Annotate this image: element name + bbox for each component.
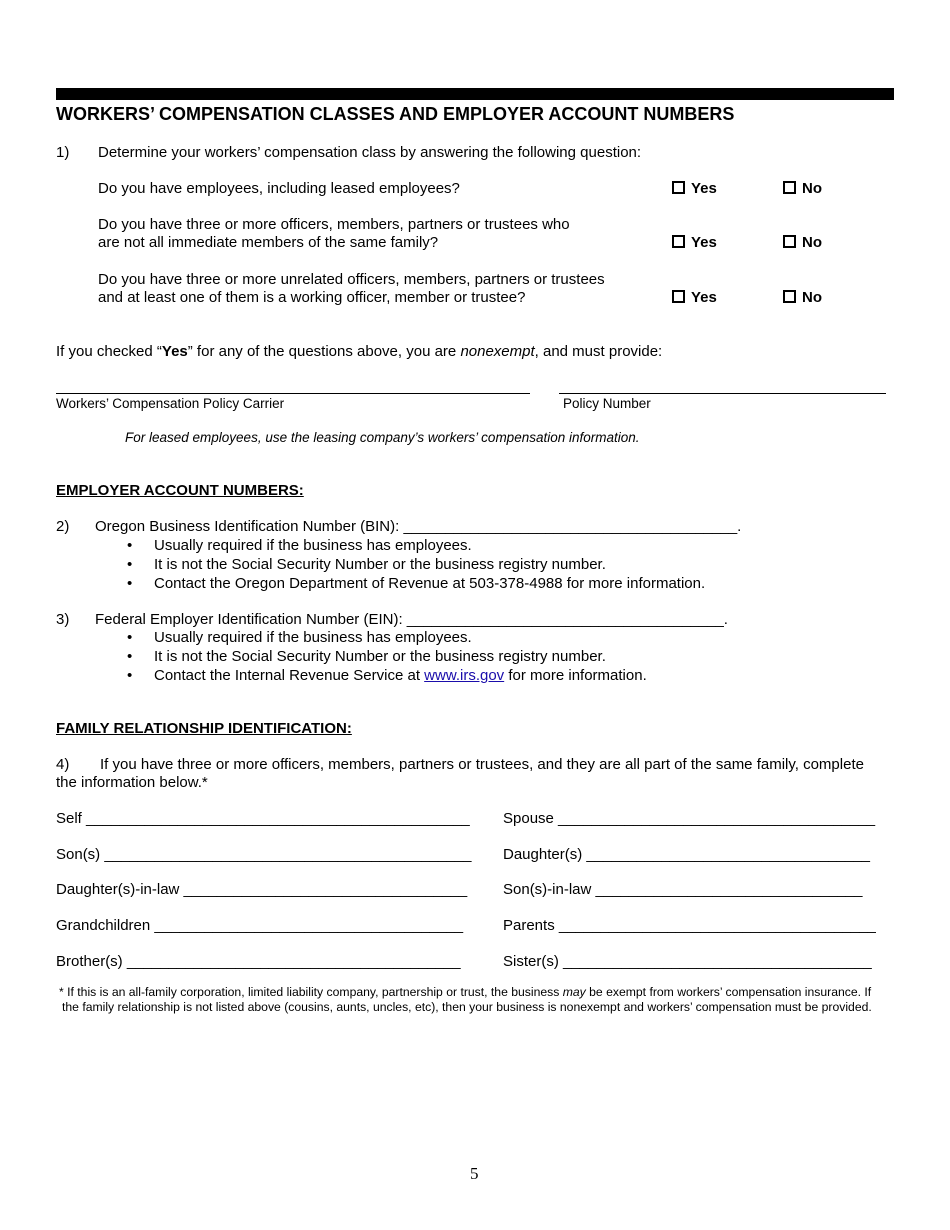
- question-1-no-checkbox[interactable]: [783, 180, 822, 197]
- page-title: WORKERS’ COMPENSATION CLASSES AND EMPLOYER ACCOUNT NUMBERS: [56, 104, 735, 124]
- question-2-line-2: are not all immediate members of the same family?: [98, 234, 439, 251]
- ein-bullet: • Contact the Internal Revenue Service at www.irs.gov for more information.: [154, 667, 647, 684]
- question-3-line-1: Do you have three or more unrelated officers, members, partners or trustees: [98, 271, 605, 288]
- checkbox-icon: [672, 235, 685, 248]
- bin-number: 2): [56, 518, 70, 535]
- q1-intro: Determine your workers’ compensation class by answering the following question:: [98, 144, 642, 161]
- question-3-line-2: and at least one of them is a working officer, member or trustee?: [98, 289, 526, 306]
- question-2-no-checkbox[interactable]: [783, 234, 822, 251]
- question-3-no-checkbox[interactable]: [783, 289, 822, 306]
- policy-number-label: Policy Number: [563, 396, 651, 411]
- checkbox-icon: [783, 290, 796, 303]
- bin-bullet: • Usually required if the business has employees.: [154, 537, 472, 554]
- bin-bullet: • Contact the Oregon Department of Revenue at 503-378-4988 for more information.: [154, 575, 705, 592]
- brothers-field[interactable]: Brother(s) ________________________________________: [56, 953, 461, 970]
- leased-employees-note: For leased employees, use the leasing company’s workers’ compensation information.: [125, 430, 640, 445]
- daughters-field[interactable]: Daughter(s) __________________________________: [503, 846, 871, 863]
- parents-field[interactable]: Parents ______________________________________: [503, 917, 876, 934]
- footnote-line-1: * If this is an all-family corporation, limited liability company, partnership or trust, the business may be exempt from workers’ compensation insurance. If: [59, 985, 872, 999]
- grandchildren-field[interactable]: Grandchildren _____________________________________: [56, 917, 464, 934]
- ein-number: 3): [56, 611, 70, 628]
- sisters-field[interactable]: Sister(s) _____________________________________: [503, 953, 872, 970]
- page-number: 5: [470, 1164, 479, 1183]
- policy-number-field[interactable]: [559, 393, 886, 394]
- no-label: No: [802, 289, 822, 306]
- spouse-field[interactable]: Spouse ______________________________________: [503, 810, 876, 827]
- family-heading: FAMILY RELATIONSHIP IDENTIFICATION:: [56, 720, 352, 737]
- no-label: No: [802, 180, 822, 197]
- yes-label: Yes: [691, 180, 717, 197]
- yes-label: Yes: [691, 234, 717, 251]
- ein-bullet: • It is not the Social Security Number or the business registry number.: [154, 648, 606, 665]
- family-intro-line-1: If you have three or more officers, members, partners or trustees, and they are all part of the same family, complete: [100, 756, 864, 773]
- family-number: 4): [56, 756, 70, 773]
- checkbox-icon: [783, 181, 796, 194]
- daughters-in-law-field[interactable]: Daughter(s)-in-law __________________________________: [56, 881, 468, 898]
- ein-bullet: • Usually required if the business has employees.: [154, 629, 472, 646]
- employer-account-heading: EMPLOYER ACCOUNT NUMBERS:: [56, 482, 304, 499]
- checkbox-icon: [783, 235, 796, 248]
- question-3-yes-checkbox[interactable]: [672, 289, 717, 306]
- header-rule: [56, 88, 894, 100]
- irs-link[interactable]: www.irs.gov: [424, 667, 505, 684]
- self-field[interactable]: Self ______________________________________________: [56, 810, 470, 827]
- carrier-label: Workers’ Compensation Policy Carrier: [56, 396, 285, 411]
- q1-number: 1): [56, 144, 70, 161]
- question-1-text: Do you have employees, including leased employees?: [98, 180, 460, 197]
- family-intro-line-2: the information below.*: [56, 774, 208, 791]
- checkbox-icon: [672, 290, 685, 303]
- sons-in-law-field[interactable]: Son(s)-in-law ________________________________: [503, 881, 863, 898]
- ein-field[interactable]: Federal Employer Identification Number (EIN): ______________________________________.: [95, 611, 728, 628]
- bin-field[interactable]: Oregon Business Identification Number (BIN): ________________________________________.: [95, 518, 742, 535]
- question-2-yes-checkbox[interactable]: [672, 234, 717, 251]
- footnote-line-2: the family relationship is not listed above (cousins, aunts, uncles, etc), then your business is nonexempt and workers’ compensation must be provided.: [62, 1000, 872, 1014]
- question-2-line-1: Do you have three or more officers, members, partners or trustees who: [98, 216, 570, 233]
- no-label: No: [802, 234, 822, 251]
- carrier-field[interactable]: [56, 393, 530, 394]
- sons-field[interactable]: Son(s) ____________________________________________: [56, 846, 472, 863]
- yes-label: Yes: [691, 289, 717, 306]
- checkbox-icon: [672, 181, 685, 194]
- question-1-yes-checkbox[interactable]: [672, 180, 717, 197]
- bin-bullet: • It is not the Social Security Number or the business registry number.: [154, 556, 606, 573]
- nonexempt-statement: If you checked “Yes” for any of the questions above, you are nonexempt, and must provide:: [56, 343, 663, 360]
